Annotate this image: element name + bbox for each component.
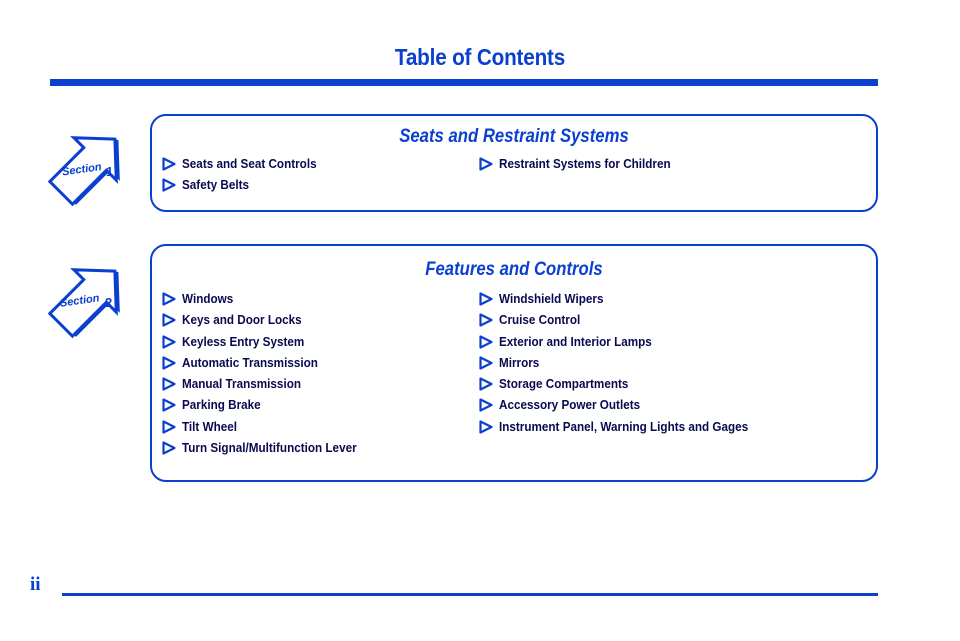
triangle-bullet-icon [479,356,493,370]
list-item[interactable]: Restraint Systems for Children [475,156,690,177]
section-1-left-column [158,156,332,199]
section-1-box [150,114,878,212]
triangle-bullet-icon [162,292,176,306]
page-number: ii [30,574,41,595]
bottom-rule [62,593,878,596]
triangle-bullet-icon [479,377,493,391]
triangle-bullet-icon [162,313,176,327]
section-2-title[interactable]: Features and Controls [425,259,603,280]
section-2-tab-icon[interactable] [40,250,136,346]
list-item[interactable]: Turn Signal/Multifunction Lever [158,440,376,461]
list-item[interactable]: Exterior and Interior Lamps [475,334,776,355]
list-item[interactable]: Storage Compartments [475,376,776,397]
triangle-bullet-icon [479,420,493,434]
list-item[interactable]: Mirrors [475,355,776,376]
list-item[interactable]: Accessory Power Outlets [475,397,776,418]
list-item[interactable]: Keyless Entry System [158,334,376,355]
triangle-bullet-icon [162,441,176,455]
list-item[interactable]: Parking Brake [158,397,376,418]
list-item[interactable]: Automatic Transmission [158,355,376,376]
list-item[interactable]: Windows [158,291,376,312]
list-item[interactable]: Manual Transmission [158,376,376,397]
triangle-bullet-icon [479,292,493,306]
triangle-bullet-icon [162,377,176,391]
list-item[interactable]: Instrument Panel, Warning Lights and Gages [475,419,776,440]
section-1-tab-icon[interactable] [40,118,136,214]
triangle-bullet-icon [162,335,176,349]
list-item[interactable]: Windshield Wipers [475,291,776,312]
list-item[interactable]: Tilt Wheel [158,419,376,440]
section-1-tab-number: 1 [106,164,114,179]
list-item[interactable]: Seats and Seat Controls [158,156,332,177]
triangle-bullet-icon [162,398,176,412]
triangle-bullet-icon [479,335,493,349]
triangle-bullet-icon [479,313,493,327]
section-2-right-column [475,291,776,440]
section-2-box [150,244,878,482]
list-item[interactable]: Keys and Door Locks [158,312,376,333]
triangle-bullet-icon [479,157,493,171]
section-1-tab-label: Section [61,161,103,179]
section-1-right-column [475,156,690,177]
list-item[interactable]: Safety Belts [158,177,332,198]
triangle-bullet-icon [479,398,493,412]
section-2-left-column [158,291,376,461]
page-title: Table of Contents [394,44,566,70]
triangle-bullet-icon [162,157,176,171]
triangle-bullet-icon [162,178,176,192]
list-item[interactable]: Cruise Control [475,312,776,333]
triangle-bullet-icon [162,356,176,370]
section-2-tab-number: 2 [105,295,113,310]
title-rule [50,79,878,86]
section-1-title[interactable]: Seats and Restraint Systems [399,126,629,147]
section-2-tab-label: Section [59,292,101,310]
triangle-bullet-icon [162,420,176,434]
